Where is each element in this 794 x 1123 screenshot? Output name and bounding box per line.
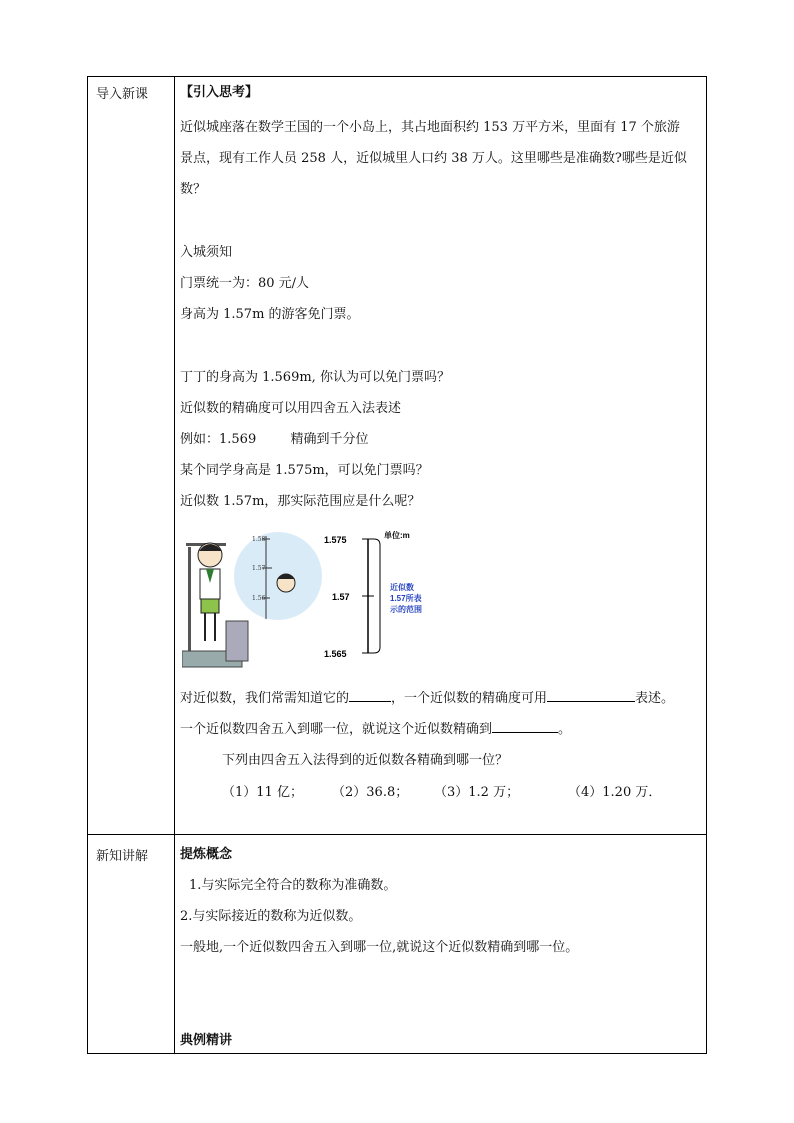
intro-para-line3: 数？ [180, 182, 207, 197]
exercise-4: （4）1.20 万． [568, 785, 662, 800]
exercise-3: （3）1.2 万； [434, 785, 520, 800]
row-label-intro: 导入新课 [88, 77, 175, 835]
unit-label: 单位:m [384, 531, 410, 540]
stand-pole [188, 547, 191, 657]
label-157: 1.57 [332, 592, 350, 602]
row-label-new-knowledge: 新知讲解 [88, 834, 175, 1053]
lesson-table [87, 76, 707, 1054]
intro-para-line2: 景点，现有工作人员 258 人，近似城里人口约 38 万人。这里哪些是准确数?哪些是近似 [180, 151, 687, 166]
fill1-part-c: 表述。 [635, 691, 675, 706]
concept-2: 2.与实际接近的数称为近似数。 [180, 908, 362, 924]
example-number: 例如：1.569 [180, 432, 257, 447]
zoom-circle [234, 532, 322, 620]
range-note-1: 近似数 [390, 583, 414, 592]
scale-body [226, 621, 248, 661]
notice-line1: 门票统一为：80 元/人 [180, 276, 310, 291]
height-illustration [182, 521, 462, 671]
range-note-3: 示的范围 [390, 605, 422, 614]
ruler-label-top: 1.58 [252, 536, 266, 543]
ruler-label-mid: 1.57 [252, 565, 266, 572]
blank-2[interactable] [547, 689, 635, 702]
row-intro [88, 77, 707, 835]
notice-line2: 身高为 1.57m 的游客免门票。 [180, 307, 360, 322]
ruler-label-bottom: 1.56 [252, 595, 266, 602]
fill2-part-a: 一个近似数四舍五入到哪一位，就说这个近似数精确到 [180, 722, 493, 737]
intro-content [175, 77, 707, 835]
boy-shorts [201, 599, 219, 613]
question-4: 某个同学身高是 1.575m，可以免门票吗？ [180, 463, 429, 478]
concept-3: 一般地,一个近似数四舍五入到哪一位,就说这个近似数精确到哪一位。 [180, 939, 579, 955]
new-knowledge-content [175, 834, 707, 1053]
question-3 [180, 428, 369, 447]
label-1565: 1.565 [324, 649, 347, 659]
fill-sentence-2 [180, 718, 571, 737]
fill1-part-a: 对近似数，我们常需知道它的 [180, 691, 350, 706]
blank-1[interactable] [349, 689, 391, 702]
blank-3[interactable] [492, 720, 558, 733]
fill1-part-b: ，一个近似数的精确度可用 [391, 691, 548, 706]
range-bracket [374, 539, 380, 653]
exercise-title: 下列由四舍五入法得到的近似数各精确到哪一位？ [222, 753, 509, 768]
range-note-2: 1.57所表 [390, 594, 422, 603]
fill2-part-b: 。 [558, 722, 572, 737]
exercise-1: （1）11 亿； [222, 785, 303, 800]
fill-sentence-1 [180, 687, 674, 706]
question-2: 近似数的精确度可以用四舍五入法表述 [180, 401, 402, 416]
concept-heading: 提炼概念 [180, 846, 233, 862]
concept-1: 1.与实际完全符合的数称为准确数。 [189, 877, 397, 893]
label-1575: 1.575 [324, 535, 347, 545]
example-precision: 精确到千分位 [290, 432, 369, 447]
exercise-2: （2）36.8； [332, 785, 409, 800]
example-heading: 典例精讲 [180, 1032, 233, 1048]
intro-heading: 【引入思考】 [180, 85, 259, 100]
question-1: 丁丁的身高为 1.569m, 你认为可以免门票吗？ [180, 370, 450, 385]
notice-title: 入城须知 [180, 245, 233, 260]
intro-para-line1: 近似城座落在数学王国的一个小岛上，其占地面积约 153 万平方米，里面有 17 个旅游 [180, 120, 680, 135]
row-new-knowledge [88, 834, 707, 1053]
question-5: 近似数 1.57m，那实际范围应是什么呢？ [180, 494, 421, 509]
